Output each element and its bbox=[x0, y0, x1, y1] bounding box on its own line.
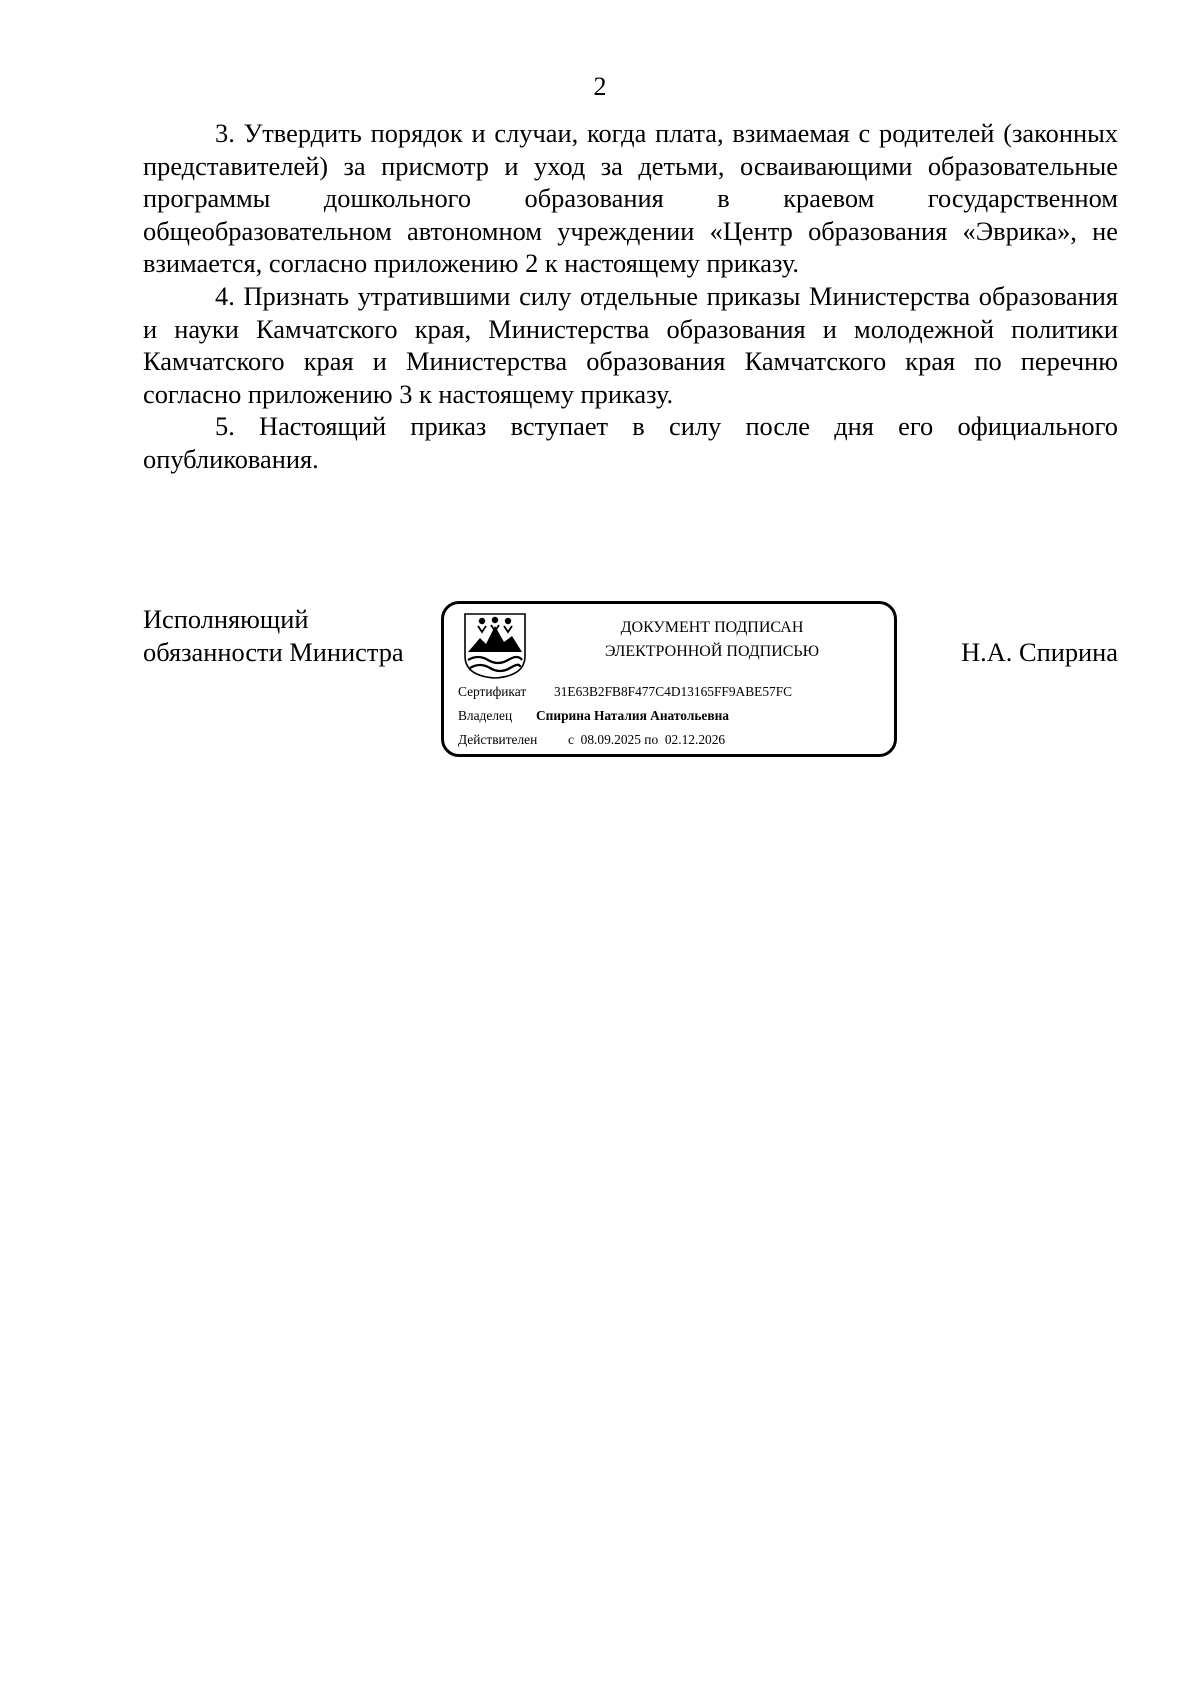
stamp-title-line2: ЭЛЕКТРОННОЙ ПОДПИСЬЮ bbox=[604, 643, 820, 660]
stamp-certificate-row bbox=[458, 682, 792, 702]
valid-from-prefix: с bbox=[568, 732, 574, 747]
valid-to-date: 02.12.2026 bbox=[664, 732, 726, 747]
stamp-title-line1: ДОКУМЕНТ ПОДПИСАН bbox=[620, 619, 804, 636]
stamp-validity-row bbox=[458, 730, 725, 750]
valid-from-date: 08.09.2025 bbox=[580, 732, 641, 747]
valid-label: Действителен bbox=[458, 732, 538, 747]
signatory-position-line2: обязанности Министра bbox=[143, 636, 404, 667]
certificate-value: 31E63B2FB8F477C4D13165FF9ABE57FC bbox=[554, 684, 793, 699]
page-number: 2 bbox=[593, 72, 607, 101]
signatory-name: Н.А. Спирина bbox=[961, 637, 1118, 667]
kamchatka-coat-of-arms-icon bbox=[462, 612, 528, 680]
stamp-owner-row bbox=[458, 706, 729, 726]
signatory-position-line1: Исполняющий bbox=[143, 604, 309, 634]
paragraph-4: 4. Признать утратившими силу отдельные приказы Министерства образования и науки Камчатского края, Министерства образования и молодежной политики Камчатского края и Министерства образования Камчатского края по перечню согласно приложению 3 к настоящему приказу. bbox=[143, 280, 1118, 409]
owner-label: Владелец bbox=[458, 708, 513, 723]
paragraph-5: 5. Настоящий приказ вступает в силу после дня его официального опубликования. bbox=[143, 411, 1118, 474]
signatory-position bbox=[143, 603, 404, 668]
owner-value: Спирина Наталия Анатольевна bbox=[536, 708, 729, 723]
document-body bbox=[143, 117, 1118, 476]
electronic-signature-stamp bbox=[441, 601, 897, 757]
paragraph-3: 3. Утвердить порядок и случаи, когда плата, взимаемая с родителей (законных представителей) за присмотр и уход за детьми, осваивающими образовательные программы дошкольного образования в краевом государственном общеобразовательном автономном учреждении «Центр образования «Эврика», не взимается, согласно приложению 2 к настоящему приказу. bbox=[143, 118, 1118, 279]
certificate-label: Сертификат bbox=[458, 684, 527, 699]
valid-to-prefix: по bbox=[644, 732, 659, 747]
